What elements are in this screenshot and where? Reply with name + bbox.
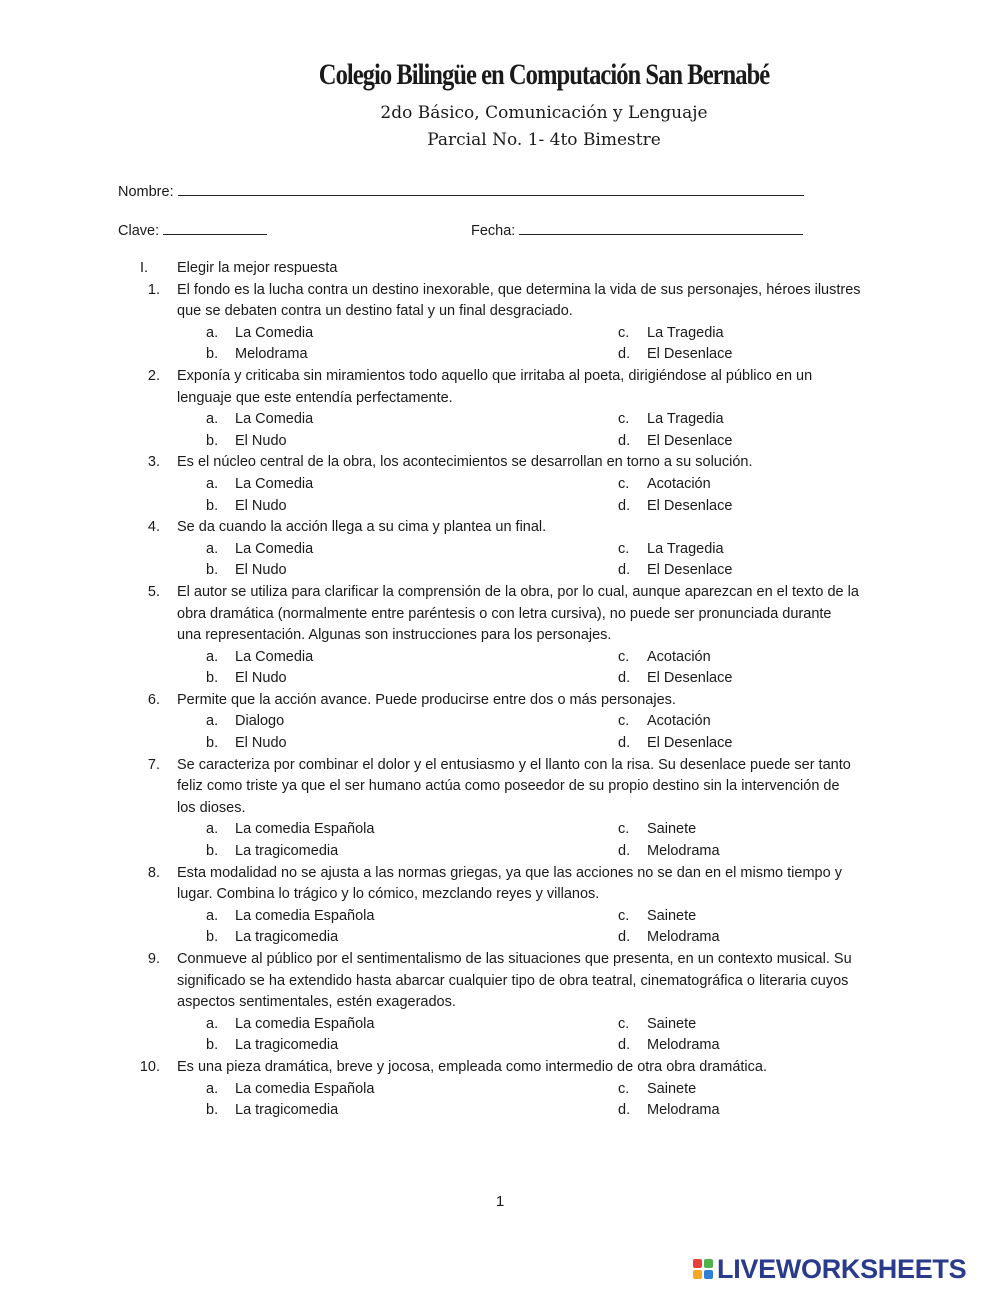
option-letter-c: c. [618,907,630,924]
option-letter-d: d. [618,735,631,752]
question-text: los dioses. [177,799,246,816]
question-text: lenguaje que este entendía perfectamente. [177,389,453,406]
option-c[interactable]: La Tragedia [647,540,724,557]
option-letter-a: a. [206,475,219,492]
question-text: Esta modalidad no se ajusta a las normas griegas, ya que las acciones no se dan en el mismo tiempo y [177,864,842,881]
question-number: 1. [147,281,160,298]
option-row [0,1079,1000,1101]
option-row [0,819,1000,841]
nombre-label: Nombre: [118,184,174,200]
question-number: 4. [147,519,160,536]
option-letter-c: c. [618,1080,630,1097]
option-c[interactable]: Sainete [647,907,697,924]
option-d[interactable]: Melodrama [647,1037,720,1054]
option-row [0,431,1000,453]
question-text: El fondo es la lucha contra un destino inexorable, que determina la vida de sus personajes, héroes ilustres [177,281,861,298]
option-a[interactable]: La Comedia [235,648,314,665]
option-letter-c: c. [618,713,630,730]
question-text: Exponía y criticaba sin miramientos todo aquello que irritaba al poeta, dirigiéndose al público en un [177,367,813,384]
question-text: aspectos sentimentales, estén exagerados. [177,994,456,1011]
question-line [0,280,1000,302]
option-c[interactable]: La Tragedia [647,411,724,428]
option-row [0,647,1000,669]
question-line [0,301,1000,323]
option-letter-d: d. [618,929,631,946]
option-b[interactable]: La tragicomedia [235,843,339,860]
exam-subtitle: Parcial No. 1- 4to Bimestre [427,130,661,150]
option-b[interactable]: La tragicomedia [235,929,339,946]
option-d[interactable]: El Desenlace [647,497,733,514]
liveworksheets-logo-icon [693,1259,713,1279]
option-letter-b: b. [206,562,219,579]
option-c[interactable]: Sainete [647,1015,697,1032]
question-line [0,863,1000,885]
option-letter-c: c. [618,411,630,428]
question-line [0,884,1000,906]
option-letter-a: a. [206,1015,219,1032]
option-b[interactable]: El Nudo [235,670,287,687]
question-text: El autor se utiliza para clarificar la comprensión de la obra, por lo cual, aunque aparezcan en el texto de la [177,583,859,600]
option-row [0,1100,1000,1122]
option-letter-b: b. [206,497,219,514]
questions-section [0,258,1000,1122]
option-row [0,711,1000,733]
option-d[interactable]: El Desenlace [647,735,733,752]
option-b[interactable]: La tragicomedia [235,1037,339,1054]
option-letter-c: c. [618,1015,630,1032]
question-item [0,280,1000,366]
option-letter-b: b. [206,1102,219,1119]
option-a[interactable]: La comedia Española [235,821,375,838]
option-d[interactable]: El Desenlace [647,670,733,687]
question-line [0,971,1000,993]
liveworksheets-logo [693,1254,966,1284]
question-text: feliz como triste ya que el ser humano actúa como poseedor de su propio destino sin la intervención de [177,778,840,795]
question-number: 3. [147,454,160,471]
option-row [0,1014,1000,1036]
option-letter-b: b. [206,670,219,687]
question-line [0,798,1000,820]
question-line [0,992,1000,1014]
option-b[interactable]: El Nudo [235,735,287,752]
option-letter-c: c. [618,540,630,557]
option-letter-b: b. [206,1037,219,1054]
question-item [0,452,1000,517]
option-a[interactable]: Dialogo [235,713,285,730]
option-a[interactable]: La Comedia [235,540,314,557]
question-text: Es una pieza dramática, breve y jocosa, empleada como intermedio de otra obra dramática. [177,1058,767,1075]
option-letter-c: c. [618,821,630,838]
question-text: que se debaten contra un destino fatal y un final desgraciado. [177,303,573,320]
question-text: significado se ha extendido hasta abarcar cualquier tipo de obra teatral, cinematográfica o literaria cuyos [177,972,849,989]
option-d[interactable]: El Desenlace [647,562,733,579]
question-item [0,863,1000,949]
option-d[interactable]: Melodrama [647,929,720,946]
question-item [0,1057,1000,1122]
option-letter-d: d. [618,562,631,579]
question-number: 5. [147,583,160,600]
option-letter-b: b. [206,346,219,363]
option-d[interactable]: Melodrama [647,843,720,860]
question-text: Es el núcleo central de la obra, los acontecimientos se desarrollan en torno a su solución. [177,454,753,471]
question-number: 7. [147,756,160,773]
option-a[interactable]: La Comedia [235,475,314,492]
option-letter-d: d. [618,346,631,363]
question-number: 9. [147,951,160,967]
option-letter-a: a. [206,411,219,428]
question-text: Se caracteriza por combinar el dolor y el entusiasmo y el llanto con la risa. Su desenlace puede ser tanto [177,756,851,773]
section-heading [0,258,1000,280]
option-letter-d: d. [618,497,631,514]
option-letter-a: a. [206,907,219,924]
option-row [0,927,1000,949]
option-letter-c: c. [618,475,630,492]
section-numeral: I. [139,260,148,276]
question-line [0,625,1000,647]
option-letter-a: a. [206,821,219,838]
option-letter-a: a. [206,540,219,557]
option-letter-d: d. [618,670,631,687]
question-text: lugar. Combina lo trágico y lo cómico, mezclando reyes y villanos. [177,886,600,903]
option-row [0,323,1000,345]
option-letter-a: a. [206,324,219,341]
option-row [0,733,1000,755]
option-row [0,668,1000,690]
option-row [0,539,1000,561]
option-letter-b: b. [206,432,219,449]
option-d[interactable]: Melodrama [647,1102,720,1119]
clave-input-line[interactable] [163,220,267,235]
option-letter-c: c. [618,324,630,341]
option-a[interactable]: La comedia Española [235,907,375,924]
question-text: una representación. Algunas son instrucciones para los personajes. [177,627,612,644]
question-text: Conmueve al público por el sentimentalismo de las situaciones que presenta, en un contexto musical. Su [177,951,852,967]
liveworksheets-brand: LIVEWORKSHEETS [717,1253,967,1284]
option-b[interactable]: Melodrama [235,346,308,363]
question-text: obra dramática (normalmente entre paréntesis o con letra cursiva), no puede ser pronunciada durante [177,605,832,622]
question-line [0,690,1000,712]
fecha-label: Fecha: [471,223,516,239]
option-letter-c: c. [618,648,630,665]
question-item [0,690,1000,755]
nombre-field [118,181,804,200]
option-c[interactable]: Acotación [647,475,711,492]
option-b[interactable]: El Nudo [235,432,287,449]
option-letter-a: a. [206,1080,219,1097]
question-line [0,776,1000,798]
option-b[interactable]: La tragicomedia [235,1102,339,1119]
option-c[interactable]: Sainete [647,1080,697,1097]
option-letter-b: b. [206,843,219,860]
option-c[interactable]: Sainete [647,821,697,838]
option-row [0,409,1000,431]
fecha-field [471,220,803,239]
question-line [0,604,1000,626]
option-letter-a: a. [206,713,219,730]
option-a[interactable]: La Comedia [235,324,314,341]
question-item [0,755,1000,863]
option-c[interactable]: Acotación [647,648,711,665]
question-number: 6. [147,691,160,708]
option-b[interactable]: El Nudo [235,497,287,514]
section-instruction: Elegir la mejor respuesta [177,260,338,276]
option-letter-d: d. [618,1037,631,1054]
question-item [0,582,1000,690]
option-b[interactable]: El Nudo [235,562,287,579]
question-item [0,949,1000,1057]
option-row [0,344,1000,366]
question-line [0,949,1000,971]
option-letter-d: d. [618,843,631,860]
school-title: Colegio Bilingüe en Computación San Bernabé [318,58,770,91]
option-c[interactable]: Acotación [647,713,711,730]
option-d[interactable]: El Desenlace [647,432,733,449]
question-number: 2. [147,367,160,384]
option-letter-b: b. [206,929,219,946]
question-line [0,517,1000,539]
question-line [0,388,1000,410]
question-text: Permite que la acción avance. Puede producirse entre dos o más personajes. [177,691,676,708]
option-row [0,560,1000,582]
clave-label: Clave: [118,223,160,239]
nombre-input-line[interactable] [178,181,804,196]
option-c[interactable]: La Tragedia [647,324,724,341]
option-letter-d: d. [618,432,631,449]
fecha-input-line[interactable] [519,220,803,235]
option-row [0,496,1000,518]
clave-field [118,220,267,239]
option-letter-a: a. [206,648,219,665]
option-letter-d: d. [618,1102,631,1119]
question-line [0,452,1000,474]
option-row [0,1035,1000,1057]
question-item [0,517,1000,582]
option-a[interactable]: La comedia Española [235,1080,375,1097]
page-number: 1 [495,1193,505,1210]
question-number: 8. [147,864,160,881]
option-row [0,474,1000,496]
question-line [0,755,1000,777]
option-row [0,906,1000,928]
course-subtitle: 2do Básico, Comunicación y Lenguaje [380,103,708,123]
option-row [0,841,1000,863]
question-line [0,366,1000,388]
option-d[interactable]: El Desenlace [647,346,733,363]
question-line [0,582,1000,604]
option-a[interactable]: La Comedia [235,411,314,428]
question-item [0,366,1000,452]
option-a[interactable]: La comedia Española [235,1015,375,1032]
option-letter-b: b. [206,735,219,752]
question-number: 10. [139,1058,160,1075]
question-line [0,1057,1000,1079]
question-text: Se da cuando la acción llega a su cima y plantea un final. [177,519,547,536]
